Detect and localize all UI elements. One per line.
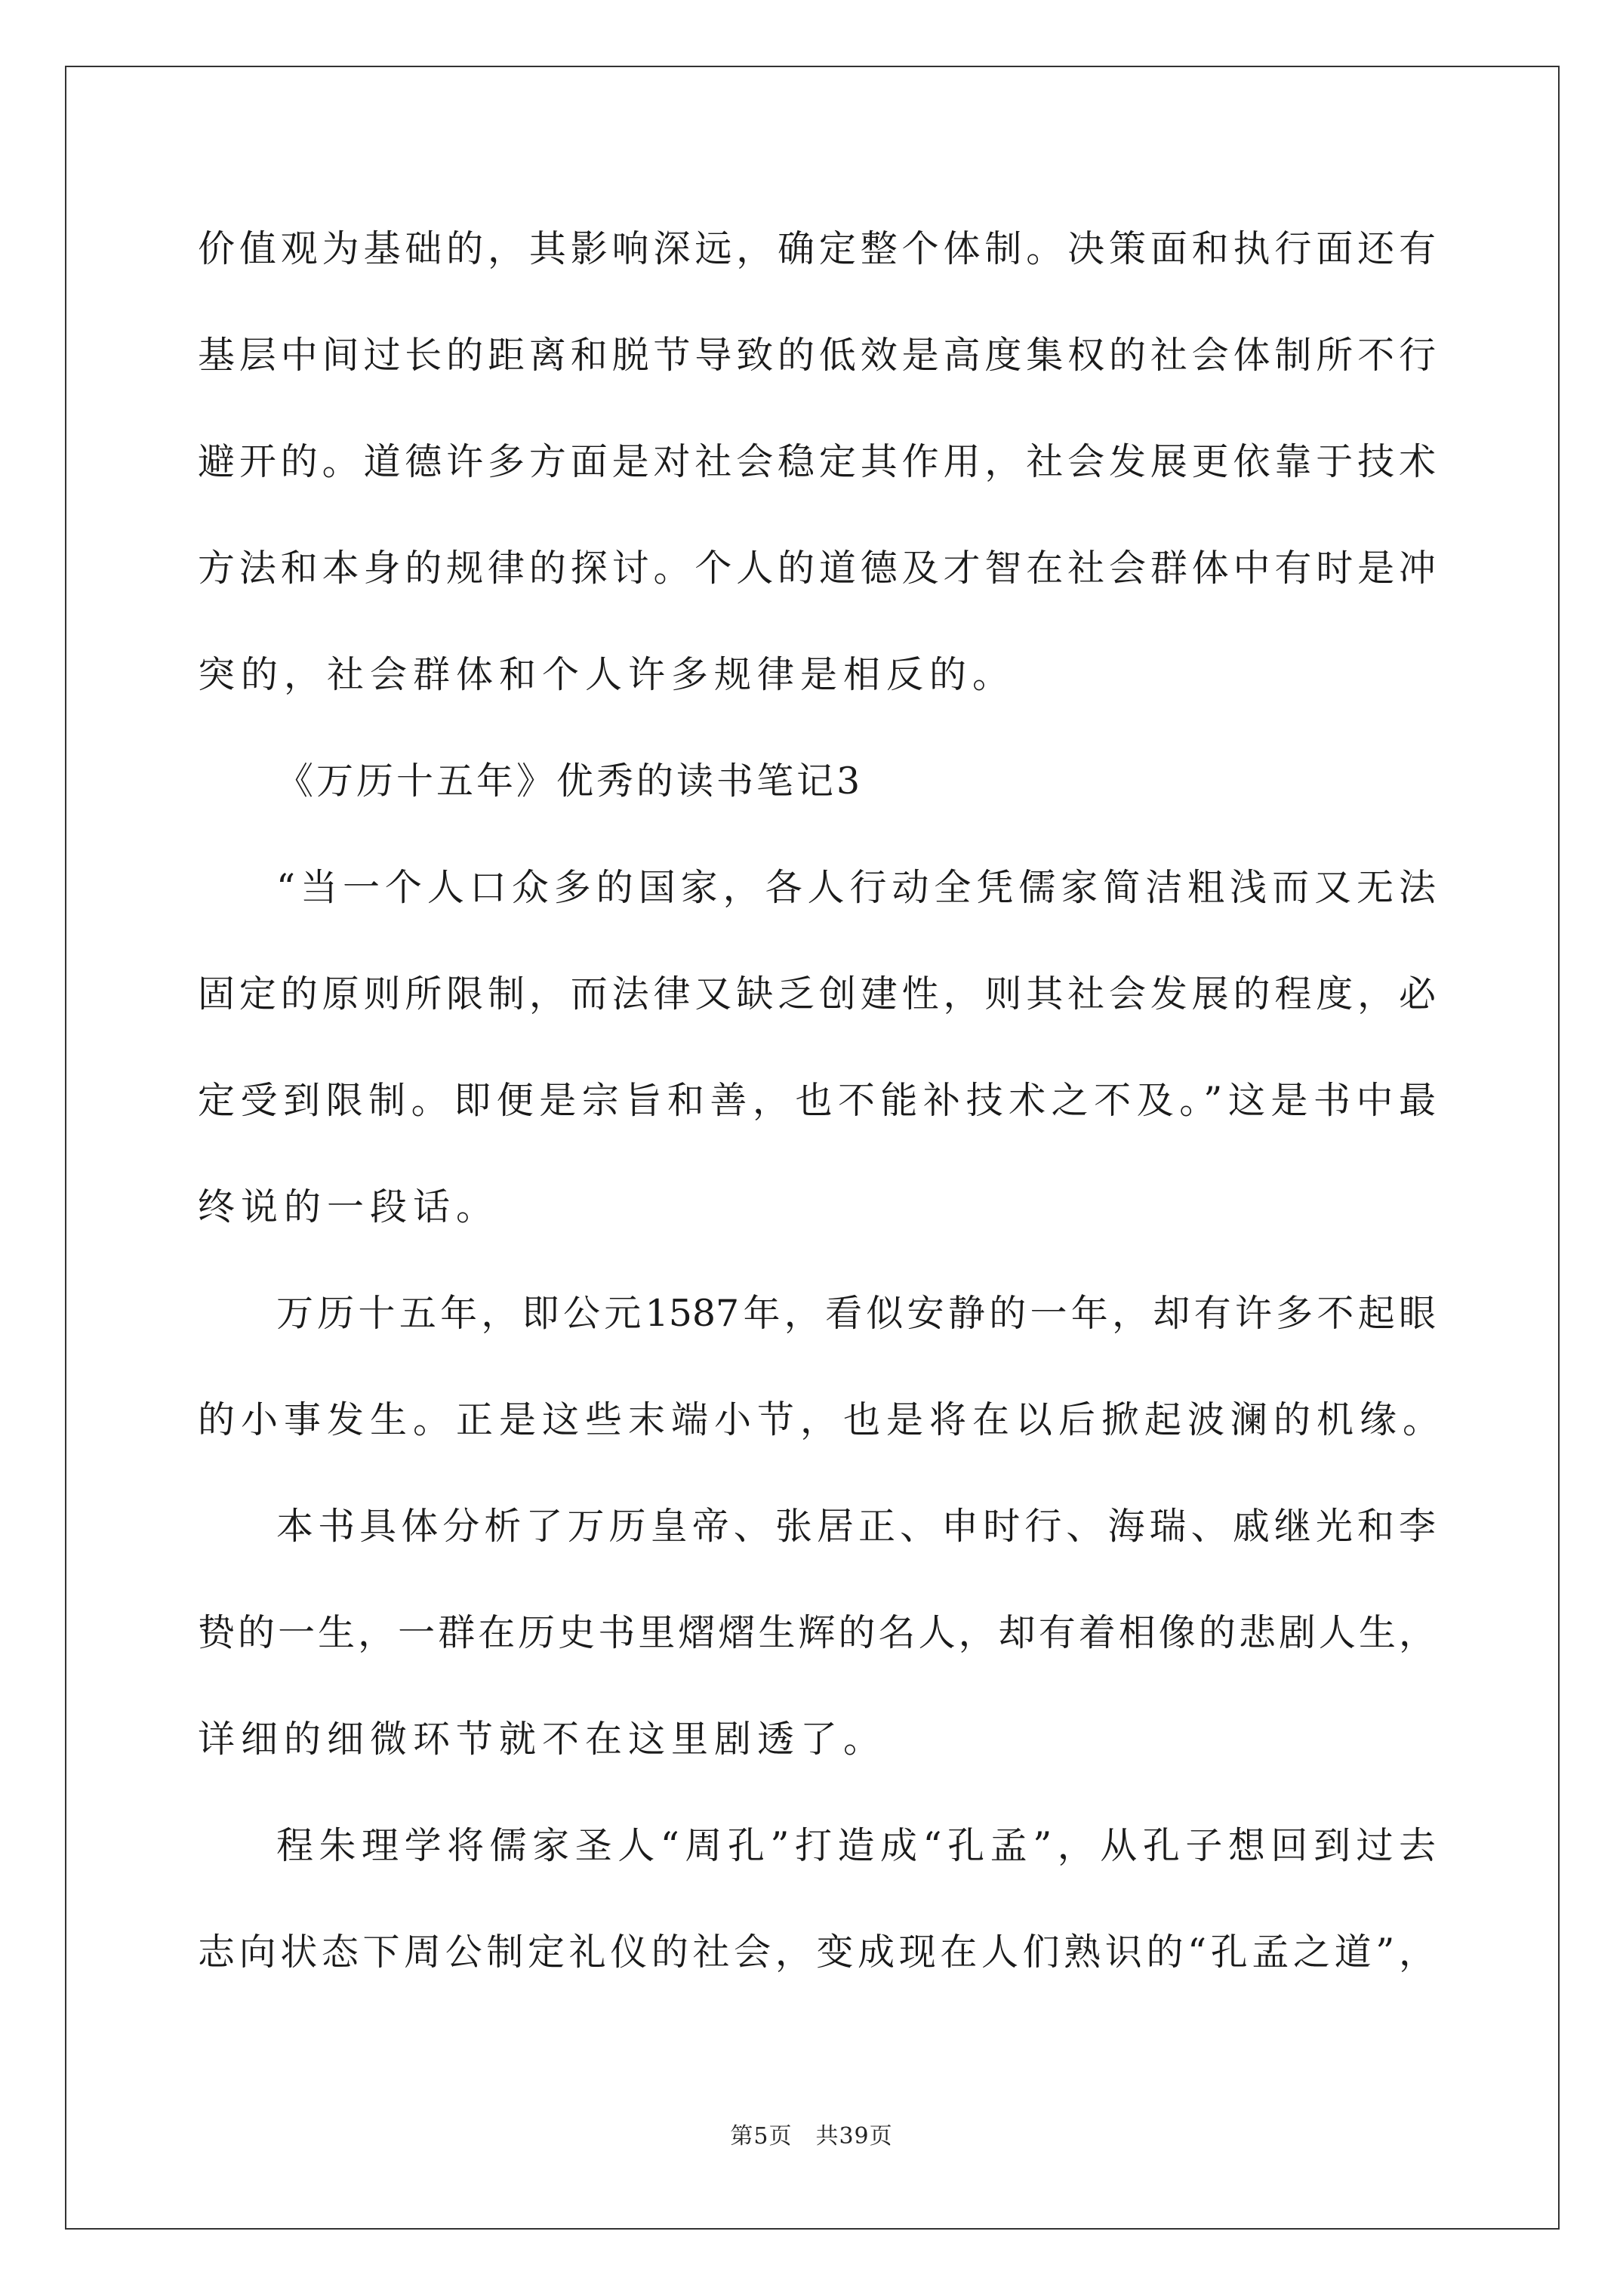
text-line: 详细的细微环节就不在这里剧透了。 [198, 1718, 887, 1761]
text-line: 固定的原则所限制，而法律又缺乏创建性，则其社会发展的程度，必 [198, 972, 1436, 1015]
text-line: 突的，社会群体和个人许多规律是相反的。 [198, 653, 1016, 696]
text-line: 基层中间过长的距离和脱节导致的低效是高度集权的社会体制所不行 [198, 334, 1436, 377]
section-heading: 《万历十五年》优秀的读书笔记3 [276, 760, 864, 803]
text-line: 万历十五年，即公元1587年，看似安静的一年，却有许多不起眼 [276, 1292, 1436, 1335]
text-line: 程朱理学将儒家圣人“周孔”打造成“孔孟”，从孔子想回到过去 [276, 1824, 1436, 1867]
text-line: 贽的一生，一群在历史书里熠熠生辉的名人，却有着相像的悲剧人生， [198, 1611, 1436, 1654]
text-line: “当一个人口众多的国家，各人行动全凭儒家简洁粗浅而又无法 [276, 866, 1436, 909]
text-line: 志向状态下周公制定礼仪的社会，变成现在人们熟识的“孔孟之道”， [198, 1931, 1436, 1974]
text-line: 定受到限制。即便是宗旨和善，也不能补技术之不及。”这是书中最 [198, 1079, 1436, 1122]
text-line: 价值观为基础的，其影响深远，确定整个体制。决策面和执行面还有 [198, 227, 1436, 270]
text-line: 避开的。道德许多方面是对社会稳定其作用，社会发展更依靠于技术 [198, 440, 1436, 483]
text-line: 的小事发生。正是这些末端小节，也是将在以后掀起波澜的机缘。 [198, 1398, 1446, 1441]
page-border [65, 66, 1560, 2230]
text-line: 终说的一段话。 [198, 1185, 500, 1228]
page-number: 第5页 共39页 [730, 2123, 893, 2150]
text-line: 方法和本身的规律的探讨。个人的道德及才智在社会群体中有时是冲 [198, 547, 1436, 590]
text-line: 本书具体分析了万历皇帝、张居正、申时行、海瑞、戚继光和李 [276, 1505, 1436, 1548]
